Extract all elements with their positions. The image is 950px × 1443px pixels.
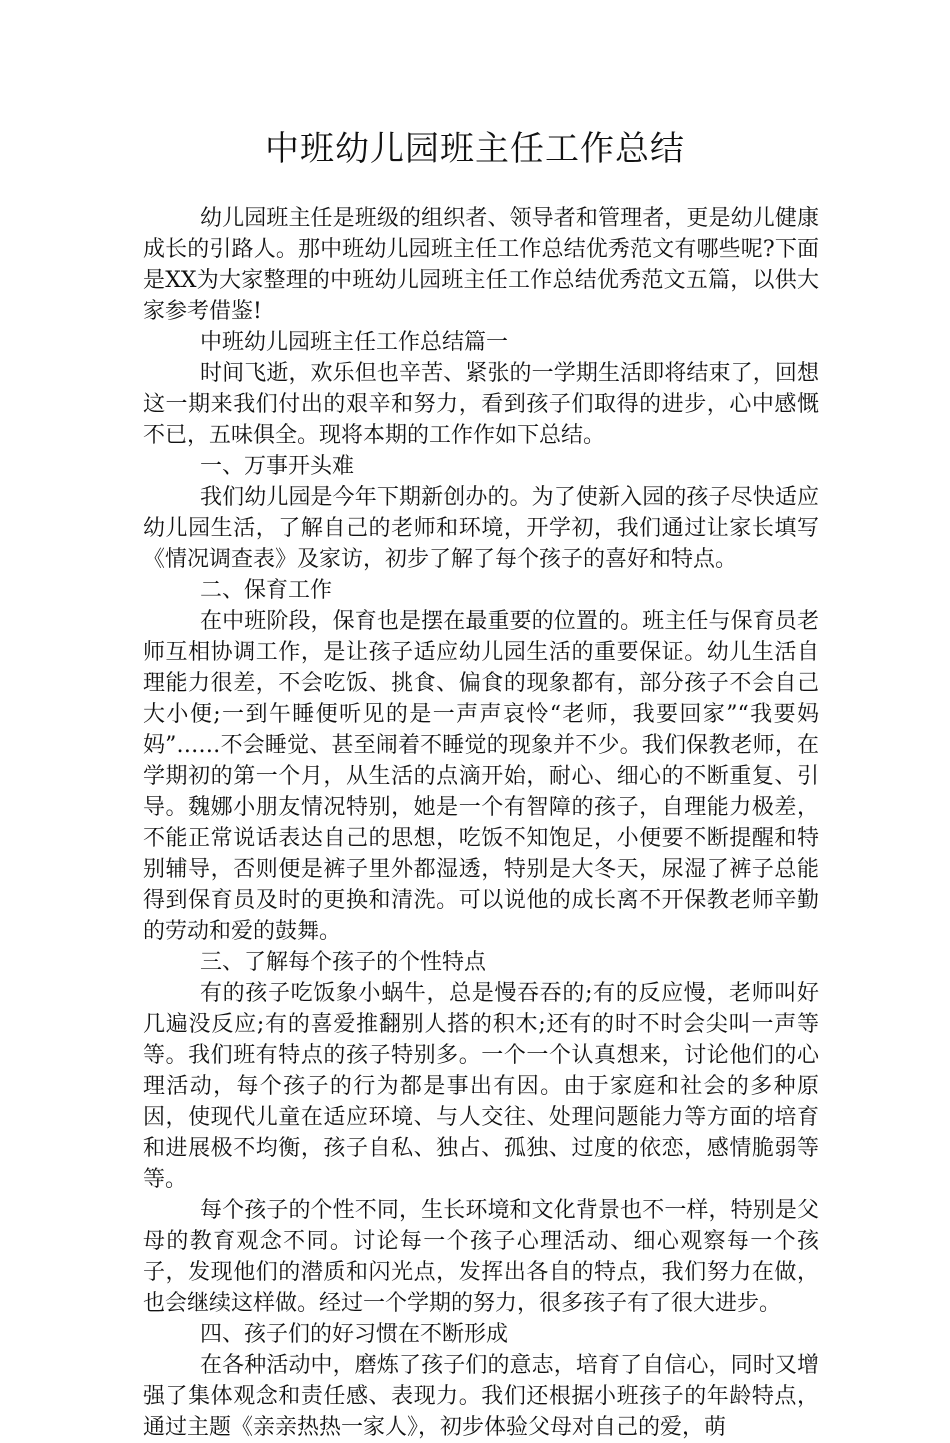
section-heading-four: 四、孩子们的好习惯在不断形成: [200, 1322, 509, 1347]
paragraph-intro: 幼儿园班主任是班级的组织者、领导者和管理者，更是幼儿健康成长的引路人。那中班幼儿园班主任工作总结优秀范文有哪些呢?下面是XX为大家整理的中班幼儿园班主任工作总结优秀范文五篇，以供大家参考借鉴!: [143, 206, 819, 324]
section-heading-one: 一、万事开头难: [200, 454, 355, 479]
paragraph-section-three-b: 每个孩子的个性不同，生长环境和文化背景也不一样，特别是父母的教育观念不同。讨论每一个孩子心理活动、细心观察每一个孩子，发现他们的潜质和闪光点，发挥出各自的特点，我们努力在做，也会继续这样做。经过一个学期的努力，很多孩子有了很大进步。: [143, 1198, 819, 1316]
paragraph-section-one: 我们幼儿园是今年下期新创办的。为了使新入园的孩子尽快适应幼儿园生活，了解自己的老师和环境，开学初，我们通过让家长填写《情况调查表》及家访，初步了解了每个孩子的喜好和特点。: [143, 485, 819, 572]
document-body: [143, 203, 819, 1443]
paragraph-section-two: 在中班阶段，保育也是摆在最重要的位置的。班主任与保育员老师互相协调工作，是让孩子适应幼儿园生活的重要保证。幼儿生活自理能力很差，不会吃饭、挑食、偏食的现象都有，部分孩子不会自己大小便;一到午睡便听见的是一声声哀怜“老师，我要回家”“我要妈妈”……不会睡觉、甚至闹着不睡觉的现象并不少。我们保教老师，在学期初的第一个月，从生活的点滴开始，耐心、细心的不断重复、引导。魏娜小朋友情况特别，她是一个有智障的孩子，自理能力极差，不能正常说话表达自己的思想，吃饭不知饱足，小便要不断提醒和特别辅导，否则便是裤子里外都湿透，特别是大冬天，尿湿了裤子总能得到保育员及时的更换和清洗。可以说他的成长离不开保教老师辛勤的劳动和爱的鼓舞。: [143, 609, 819, 944]
section-heading-article-one: 中班幼儿园班主任工作总结篇一: [200, 330, 509, 355]
paragraph-section-three-a: 有的孩子吃饭象小蜗牛，总是慢吞吞的;有的反应慢，老师叫好几遍没反应;有的喜爱推翻别人搭的积木;还有的时不时会尖叫一声等等。我们班有特点的孩子特别多。一个一个认真想来，讨论他们的心理活动，每个孩子的行为都是事出有因。由于家庭和社会的多种原因，使现代儿童在适应环境、与人交往、处理问题能力等方面的培育和进展极不均衡，孩子自私、独占、孤独、过度的依恋，感情脆弱等等。: [143, 981, 819, 1192]
section-heading-three: 三、了解每个孩子的个性特点: [200, 950, 487, 975]
paragraph-summary-opening: 时间飞逝，欢乐但也辛苦、紧张的一学期生活即将结束了，回想这一期来我们付出的艰辛和努力，看到孩子们取得的进步，心中感慨不已，五味俱全。现将本期的工作作如下总结。: [143, 361, 819, 448]
paragraph-section-four: 在各种活动中，磨炼了孩子们的意志，培育了自信心，同时又增强了集体观念和责任感、表现力。我们还根据小班孩子的年龄特点，通过主题《亲亲热热一家人》，初步体验父母对自己的爱，萌: [143, 1353, 819, 1440]
document-title: 中班幼儿园班主任工作总结: [265, 129, 685, 169]
section-heading-two: 二、保育工作: [200, 578, 333, 603]
